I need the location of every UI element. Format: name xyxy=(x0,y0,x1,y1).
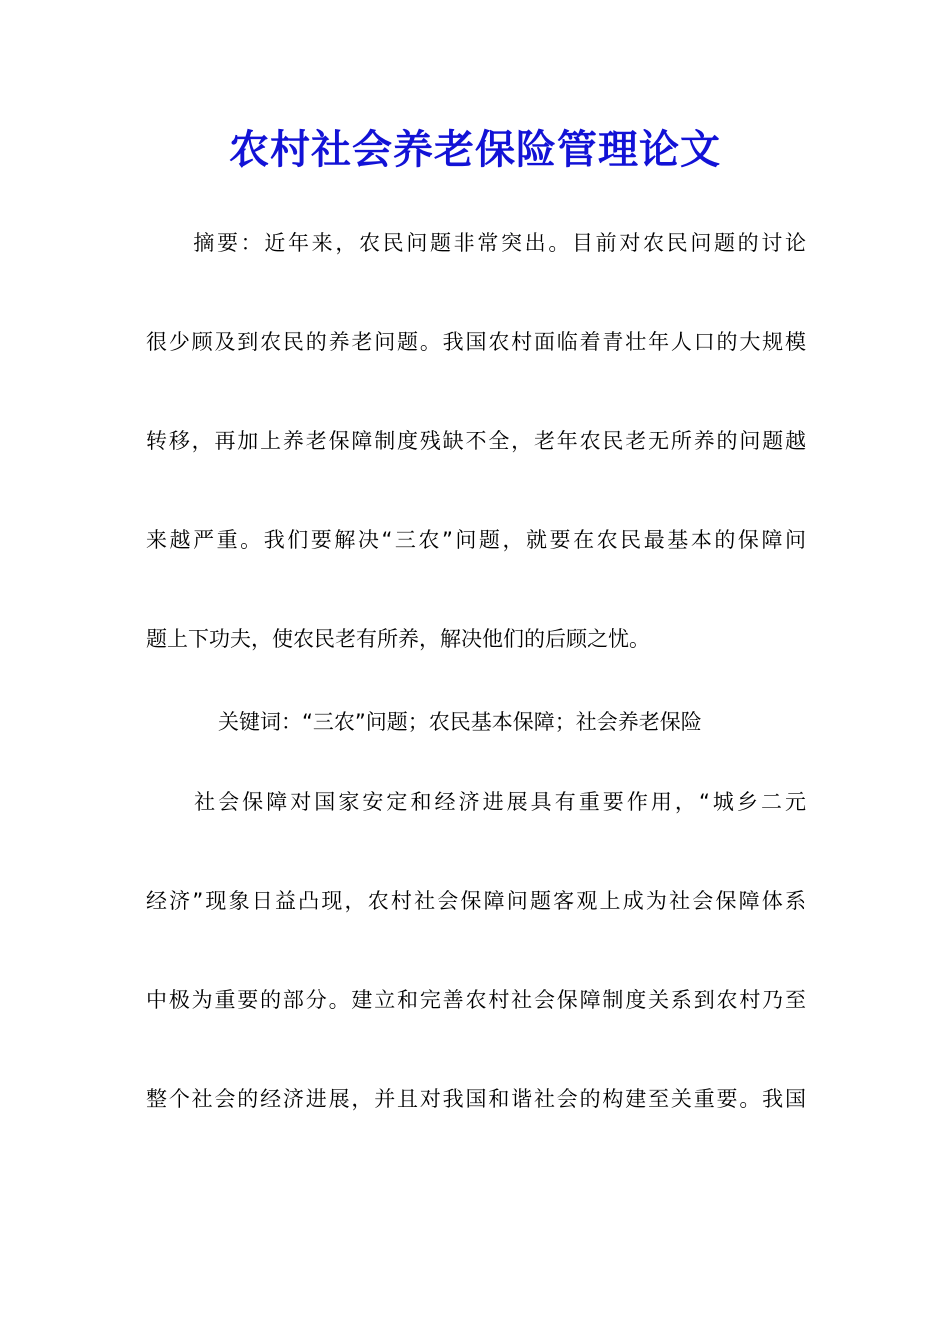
abstract-line: 题上下功夫，使农民老有所养，解决他们的后顾之忧。 xyxy=(146,627,650,651)
abstract-line: 摘要：近年来，农民问题非常突出。目前对农民问题的讨论 xyxy=(146,231,806,255)
abstract-line: 转移，再加上养老保障制度残缺不全，老年农民老无所养的问题越 xyxy=(146,429,806,453)
abstract-line: 来越严重。我们要解决“三农”问题，就要在农民最基本的保障问 xyxy=(146,528,806,552)
abstract-line: 很少顾及到农民的养老问题。我国农村面临着青壮年人口的大规模 xyxy=(146,330,806,354)
document-title: 农村社会养老保险管理论文 xyxy=(229,126,721,173)
body-paragraph-line: 社会保障对国家安定和经济进展具有重要作用，“城乡二元 xyxy=(146,790,806,814)
body-paragraph-line: 整个社会的经济进展，并且对我国和谐社会的构建至关重要。我国 xyxy=(146,1087,806,1111)
keywords-line: 关键词：“三农”问题；农民基本保障；社会养老保险 xyxy=(218,710,702,734)
body-paragraph-line: 中极为重要的部分。建立和完善农村社会保障制度关系到农村乃至 xyxy=(146,988,806,1012)
body-paragraph-line: 经济”现象日益凸现，农村社会保障问题客观上成为社会保障体系 xyxy=(146,889,806,913)
